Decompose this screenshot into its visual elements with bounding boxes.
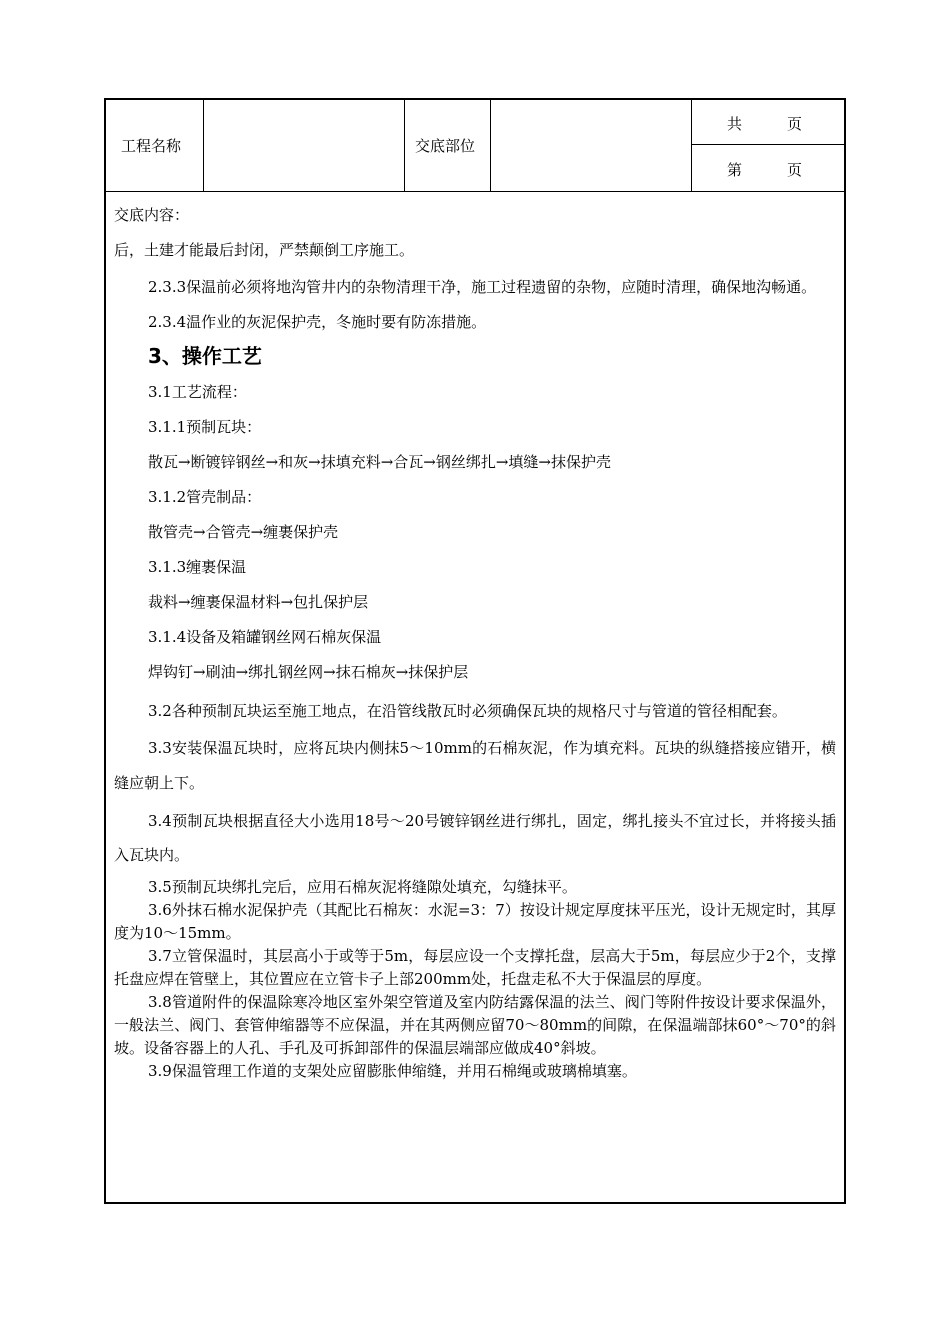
paragraph: 3.1.3缠裹保温 (148, 558, 247, 576)
paragraph: 3.4预制瓦块根据直径大小选用18号～20号镀锌钢丝进行绑扎，固定，绑扎接头不宜过长，并将接头插入瓦块内。 (114, 812, 836, 864)
page-cell-divider (691, 144, 845, 145)
location-label: 交底部位 (415, 137, 476, 155)
paragraph: 3.1.4设备及箱罐钢丝网石棉灰保温 (148, 628, 382, 646)
paragraph: 散管壳→合管壳→缠裹保护壳 (148, 523, 339, 541)
paragraph: 3.8管道附件的保温除寒冷地区室外架空管道及室内防结露保温的法兰、阀门等附件按设计要求保温外，一般法兰、阀门、套管伸缩器等不应保温，并在其两侧应留70～80mm的间隙，在保温端部抹60°～70°的斜坡。设备容器上的人孔、手孔及可拆卸部件的保温层端部应做成40°斜坡。 (114, 993, 836, 1057)
section-heading: 3、操作工艺 (148, 344, 262, 368)
paragraph: 裁料→缠裹保温材料→包扎保护层 (148, 593, 369, 611)
paragraph: 2.3.4温作业的灰泥保护壳，冬施时要有防冻措施。 (148, 313, 487, 331)
paragraph: 2.3.3保温前必须将地沟管井内的杂物清理干净，施工过程遗留的杂物，应随时清理，确保地沟畅通。 (148, 278, 817, 296)
header-divider-2 (404, 99, 405, 191)
header-divider-4 (691, 99, 692, 191)
page-number: 第 页 (727, 161, 803, 179)
paragraph: 3.2各种预制瓦块运至施工地点，在沿管线散瓦时必须确保瓦块的规格尺寸与管道的管径相配套。 (148, 702, 787, 720)
project-name-label: 工程名称 (121, 137, 182, 155)
header-divider-1 (203, 99, 204, 191)
header-bottom-divider (105, 191, 845, 192)
paragraph: 后，土建才能最后封闭，严禁颠倒工序施工。 (114, 241, 415, 259)
paragraph: 3.5预制瓦块绑扎完后，应用石棉灰泥将缝隙处填充，勾缝抹平。 (148, 878, 577, 896)
paragraph: 散瓦→断镀锌钢丝→和灰→抹填充料→合瓦→钢丝绑扎→填缝→抹保护壳 (148, 453, 611, 471)
paragraph: 焊钩钉→刷油→绑扎钢丝网→抹石棉灰→抹保护层 (148, 663, 469, 681)
disclosure-content (114, 202, 836, 1083)
content-label: 交底内容： (114, 206, 190, 224)
paragraph: 3.9保温管理工作道的支架处应留膨胀伸缩缝，并用石棉绳或玻璃棉填塞。 (148, 1062, 637, 1080)
total-pages: 共 页 (727, 115, 803, 133)
paragraph: 3.1.1预制瓦块： (148, 418, 262, 436)
paragraph: 3.7立管保温时，其层高小于或等于5m，每层应设一个支撑托盘，层高大于5m，每层应少于2个，支撑托盘应焊在管壁上，其位置应在立管卡子上部200mm处，托盘走私不大于保温层的厚度。 (114, 947, 836, 988)
header-divider-3 (490, 99, 491, 191)
paragraph: 3.6外抹石棉水泥保护壳（其配比石棉灰：水泥=3：7）按设计规定厚度抹平压光，设计无规定时，其厚度为10～15mm。 (114, 901, 836, 942)
paragraph: 3.1.2管壳制品： (148, 488, 262, 506)
paragraph: 3.1工艺流程： (148, 383, 247, 401)
paragraph: 3.3安装保温瓦块时，应将瓦块内侧抹5～10mm的石棉灰泥，作为填充料。瓦块的纵缝搭接应错开，横缝应朝上下。 (114, 739, 836, 792)
